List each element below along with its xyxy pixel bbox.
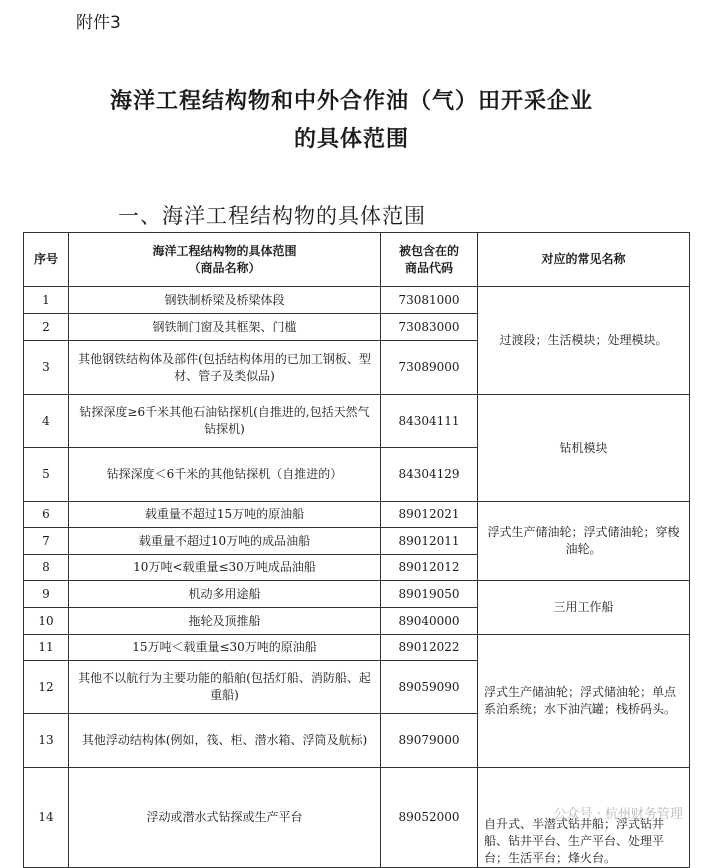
row-name: 钻探深度＜6千米的其他钻探机（自推进的） bbox=[69, 448, 381, 502]
common-name-cell: 三用工作船 bbox=[478, 581, 690, 635]
row-code: 89012012 bbox=[381, 555, 478, 581]
page-title-line-1: 海洋工程结构物和中外合作油（气）田开采企业 bbox=[109, 88, 593, 114]
scope-table bbox=[23, 232, 690, 868]
row-seq: 2 bbox=[24, 314, 69, 341]
attachment-label: 附件3 bbox=[76, 13, 121, 33]
row-seq: 12 bbox=[24, 661, 69, 714]
row-code: 89019050 bbox=[381, 581, 478, 608]
row-name: 其他不以航行为主要功能的船舶(包括灯船、消防船、起重船) bbox=[69, 661, 381, 714]
table-row bbox=[24, 395, 690, 448]
row-name: 载重量不超过10万吨的成品油船 bbox=[69, 528, 381, 555]
row-code: 89012022 bbox=[381, 635, 478, 661]
common-name-cell: 浮式生产储油轮；浮式储油轮；单点系泊系统；水下油汽罐；栈桥码头。 bbox=[478, 635, 690, 768]
row-code: 89059090 bbox=[381, 661, 478, 714]
row-seq: 7 bbox=[24, 528, 69, 555]
row-seq: 4 bbox=[24, 395, 69, 448]
row-name: 钢铁制门窗及其框架、门槛 bbox=[69, 314, 381, 341]
common-name-cell: 浮式生产储油轮；浮式储油轮；穿梭油轮。 bbox=[478, 502, 690, 581]
row-code: 89052000 bbox=[381, 768, 478, 868]
row-name: 其他钢铁结构体及部件(包括结构体用的已加工钢板、型材、管子及类似品) bbox=[69, 341, 381, 395]
row-seq: 6 bbox=[24, 502, 69, 528]
row-code: 73083000 bbox=[381, 314, 478, 341]
header-common-name: 对应的常见名称 bbox=[478, 233, 690, 287]
table-row bbox=[24, 502, 690, 528]
header-scope: 海洋工程结构物的具体范围 （商品名称） bbox=[69, 233, 381, 287]
common-name-cell: 钻机模块 bbox=[478, 395, 690, 502]
table-row bbox=[24, 581, 690, 608]
common-name-cell: 自升式、半潜式钻井船；浮式钻井船、钻井平台、生产平台、处理平台；生活平台；烽火台。 bbox=[478, 768, 690, 868]
row-seq: 5 bbox=[24, 448, 69, 502]
row-name: 浮动或潜水式钻探或生产平台 bbox=[69, 768, 381, 868]
row-seq: 14 bbox=[24, 768, 69, 868]
row-code: 84304111 bbox=[381, 395, 478, 448]
row-name: 拖轮及顶推船 bbox=[69, 608, 381, 635]
row-name: 机动多用途船 bbox=[69, 581, 381, 608]
row-name: 10万吨<载重量≤30万吨成品油船 bbox=[69, 555, 381, 581]
row-code: 89012011 bbox=[381, 528, 478, 555]
watermark: 公众号 · 杭州财务管理 bbox=[553, 807, 683, 822]
row-seq: 1 bbox=[24, 287, 69, 314]
table-row bbox=[24, 287, 690, 314]
row-code: 84304129 bbox=[381, 448, 478, 502]
header-seq: 序号 bbox=[24, 233, 69, 287]
row-seq: 13 bbox=[24, 714, 69, 768]
row-name: 15万吨＜载重量≤30万吨的原油船 bbox=[69, 635, 381, 661]
row-seq: 3 bbox=[24, 341, 69, 395]
row-code: 89012021 bbox=[381, 502, 478, 528]
row-name: 载重量不超过15万吨的原油船 bbox=[69, 502, 381, 528]
row-name: 钻探深度≥6千米其他石油钻探机(自推进的,包括天然气钻探机) bbox=[69, 395, 381, 448]
row-seq: 11 bbox=[24, 635, 69, 661]
row-name: 钢铁制桥梁及桥梁体段 bbox=[69, 287, 381, 314]
row-code: 89040000 bbox=[381, 608, 478, 635]
row-code: 89079000 bbox=[381, 714, 478, 768]
common-name-cell: 过渡段；生活模块；处理模块。 bbox=[478, 287, 690, 395]
row-seq: 8 bbox=[24, 555, 69, 581]
page-title-line-2: 的具体范围 bbox=[293, 126, 409, 152]
row-seq: 9 bbox=[24, 581, 69, 608]
table-header-row bbox=[24, 233, 690, 287]
header-code: 被包含在的 商品代码 bbox=[381, 233, 478, 287]
row-code: 73089000 bbox=[381, 341, 478, 395]
row-seq: 10 bbox=[24, 608, 69, 635]
section-heading: 一、海洋工程结构物的具体范围 bbox=[118, 204, 426, 228]
row-name: 其他浮动结构体(例如，筏、柜、潜水箱、浮筒及航标) bbox=[69, 714, 381, 768]
row-code: 73081000 bbox=[381, 287, 478, 314]
table-row bbox=[24, 635, 690, 661]
